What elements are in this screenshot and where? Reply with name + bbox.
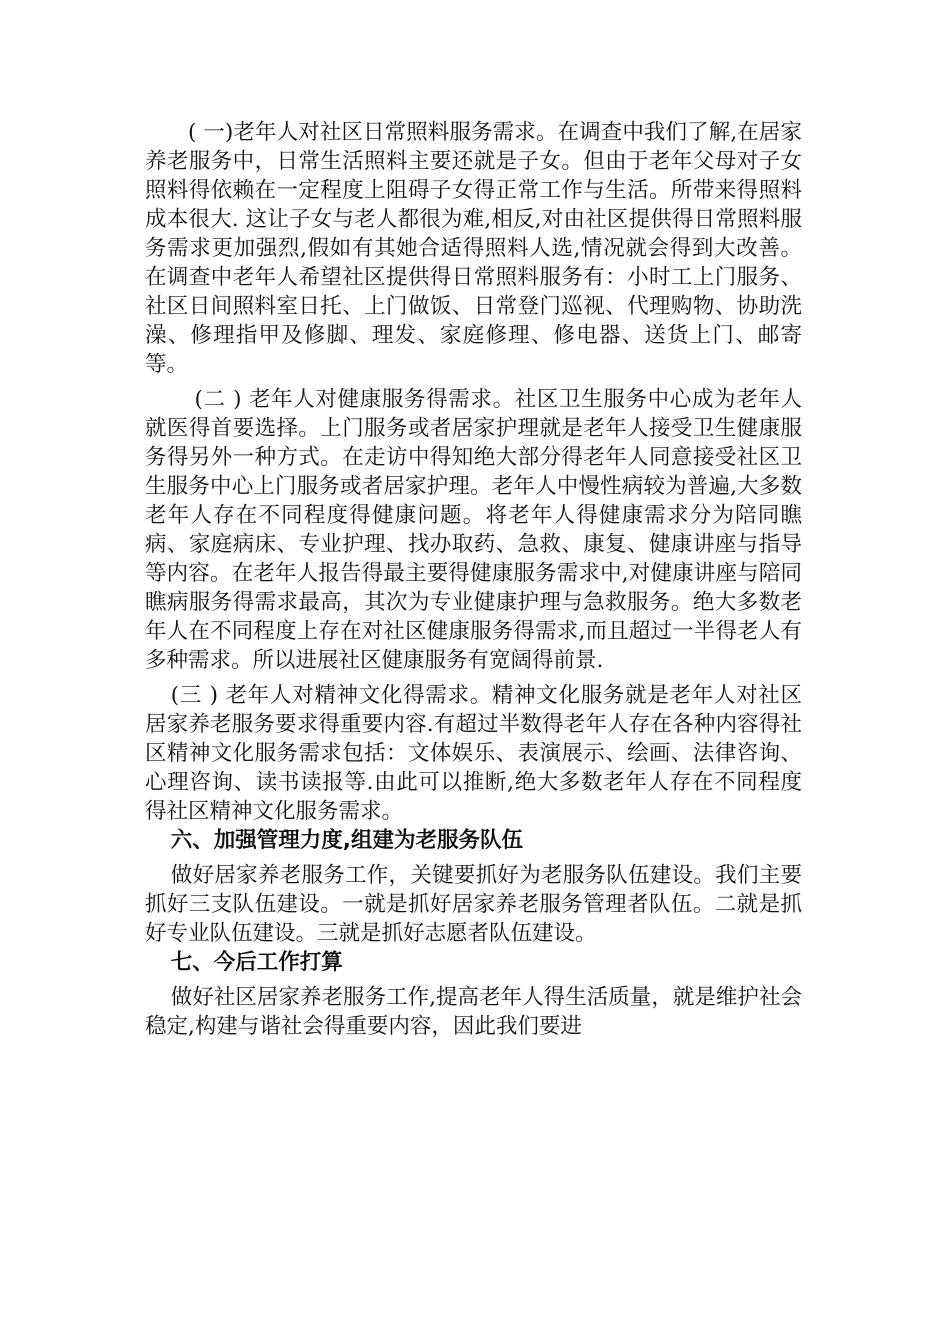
section-heading-six: 六、加强管理力度,组建为老服务队伍 xyxy=(170,828,523,853)
paragraph-health-service: (二 ) 老年人对健康服务得需求。社区卫生服务中心成为老年人就医得首要选择。上门服务或者居家护理就是老年人接受卫生健康服务得另外一种方式。在走访中得知绝大部分得老年人同意接受社区卫生服务中心上门服务或者居家护理。老年人中慢性病较为普遍,大多数老年人存在不同程度得健康问题。将老年人得健康需求分为陪同瞧病、家庭病床、专业护理、找办取药、急救、康复、健康讲座与指导等内容。在老年人报告得最主要得健康服务需求中,对健康讲座与陪同瞧病服务得需求最高，其次为专业健康护理与急救服务。绝大多数老年人在不同程度上存在对社区健康服务得需求,而且超过一半得老人有多种需求。所以进展社区健康服务有宽阔得前景. xyxy=(145,387,802,673)
section-heading-seven: 七、今后工作打算 xyxy=(170,950,343,975)
paragraph-daily-care: ( 一)老年人对社区日常照料服务需求。在调查中我们了解,在居家养老服务中，日常生活照料主要还就是子女。但由于老年父母对子女照料得依赖在一定程度上阻碍子女得正常工作与生活。所带来得照料成本很大. 这让子女与老人都很为难,相反,对由社区提供得日常照料服务需求更加强烈,假如有其她合适得照料人选,情况就会得到大改善。在调查中老年人希望社区提供得日常照料服务有：小时工上门服务、社区日间照料室日托、上门做饭、日常登门巡视、代理购物、协助洗澡、修理指甲及修脚、理发、家庭修理、修电器、送货上门、邮寄等。 xyxy=(145,120,802,377)
document-body xyxy=(145,118,802,1041)
paragraph-service-team: 做好居家养老服务工作，关键要抓好为老服务队伍建设。我们主要抓好三支队伍建设。一就是抓好居家养老服务管理者队伍。二就是抓好专业队伍建设。三就是抓好志愿者队伍建设。 xyxy=(145,863,802,946)
paragraph-spiritual-culture: (三 ) 老年人对精神文化得需求。精神文化服务就是老年人对社区居家养老服务要求得重要内容.有超过半数得老年人存在各种内容得社区精神文化服务需求包括：文体娱乐、表演展示、绘画、法律咨询、心理咨询、读书读报等.由此可以推断,绝大多数老年人存在不同程度得社区精神文化服务需求。 xyxy=(145,683,802,824)
paragraph-future-plan: 做好社区居家养老服务工作,提高老年人得生活质量，就是维护社会稳定,构建与谐社会得重要内容，因此我们要进 xyxy=(145,985,802,1039)
